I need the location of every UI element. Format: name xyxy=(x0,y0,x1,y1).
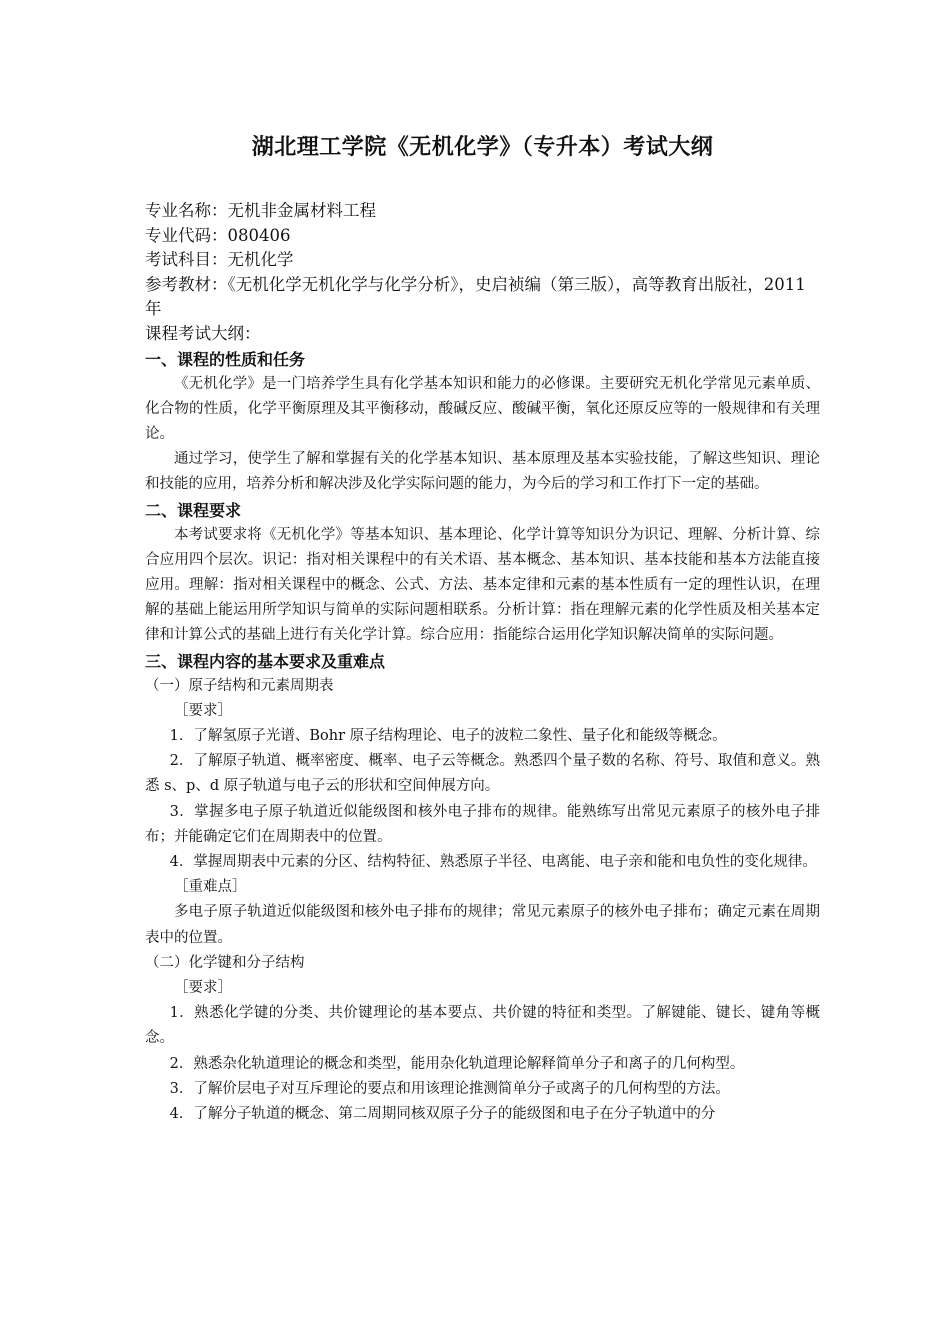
document-page xyxy=(145,130,820,1127)
part1-item: 2．了解原子轨道、概率密度、概率、电子云等概念。熟悉四个量子数的名称、符号、取值和意义。熟悉 s、p、d 原子轨道与电子云的形状和空间伸展方向。 xyxy=(145,753,820,795)
part2-title: （二）化学键和分子结构 xyxy=(145,954,305,971)
exam-subject: 考试科目：无机化学 xyxy=(145,250,294,270)
part2-item: 1．熟悉化学键的分类、共价键理论的基本要点、共价键的特征和类型。了解键能、键长、键角等概念。 xyxy=(145,1005,820,1047)
section2-paragraph: 本考试要求将《无机化学》等基本知识、基本理论、化学计算等知识分为识记、理解、分析计算、综合应用四个层次。识记：指对相关课程中的有关术语、基本概念、基本知识、基本技能和基本方法能直接应用。理解：指对相关课程中的概念、公式、方法、基本定律和元素的基本性质有一定的理性认识，在理解的基础上能运用所学知识与简单的实际问题相联系。分析计算：指在理解元素的化学性质及相关基本定律和计算公式的基础上进行有关化学计算。综合应用：指能综合运用化学知识解决简单的实际问题。 xyxy=(145,526,820,644)
section1-paragraph: 通过学习，使学生了解和掌握有关的化学基本知识、基本原理及基本实验技能，了解这些知识、理论和技能的应用，培养分析和解决涉及化学实际问题的能力，为今后的学习和工作打下一定的基础。 xyxy=(145,451,820,493)
part1-key-points-text: 多电子原子轨道近似能级图和核外电子排布的规律；常见元素原子的核外电子排布；确定元素在周期表中的位置。 xyxy=(145,904,820,946)
part1-requirements-label: ［要求］ xyxy=(174,702,232,719)
document-title: 湖北理工学院《无机化学》（专升本）考试大纲 xyxy=(251,135,714,160)
outline-label: 课程考试大纲： xyxy=(145,323,261,343)
major-name: 专业名称：无机非金属材料工程 xyxy=(145,201,376,220)
part1-key-points-label: ［重难点］ xyxy=(174,879,247,896)
section1-heading: 一、课程的性质和任务 xyxy=(145,349,306,369)
major-code: 专业代码：080406 xyxy=(145,225,291,245)
part1-item: 4．掌握周期表中元素的分区、结构特征、熟悉原子半径、电离能、电子亲和能和电负性的变化规律。 xyxy=(169,854,817,871)
part1-title: （一）原子结构和元素周期表 xyxy=(145,677,334,694)
part2-item: 4．了解分子轨道的概念、第二周期同核双原子分子的能级图和电子在分子轨道中的分 xyxy=(169,1106,716,1123)
part2-item: 2．熟悉杂化轨道理论的概念和类型，能用杂化轨道理论解释简单分子和离子的几何构型。 xyxy=(169,1055,745,1072)
part1-item: 1．了解氢原子光谱、Bohr 原子结构理论、电子的波粒二象性、量子化和能级等概念。 xyxy=(169,728,727,744)
part2-item: 3．了解价层电子对互斥理论的要点和用该理论推测简单分子或离子的几何构型的方法。 xyxy=(169,1080,730,1097)
part2-requirements-label: ［要求］ xyxy=(174,980,232,997)
section3-heading: 三、课程内容的基本要求及重难点 xyxy=(145,651,386,671)
section1-paragraph: 《无机化学》是一门培养学生具有化学基本知识和能力的必修课。主要研究无机化学常见元素单质、化合物的性质，化学平衡原理及其平衡移动，酸碱反应、酸碱平衡，氧化还原反应等的一般规律和有关理论。 xyxy=(145,375,820,442)
reference-textbook: 参考教材：《无机化学无机化学与化学分析》，史启祯编（第三版），高等教育出版社，2011 年 xyxy=(145,274,806,319)
part1-item: 3．掌握多电子原子轨道近似能级图和核外电子排布的规律。能熟练写出常见元素原子的核外电子排布；并能确定它们在周期表中的位置。 xyxy=(145,803,820,845)
section2-heading: 二、课程要求 xyxy=(145,500,242,520)
